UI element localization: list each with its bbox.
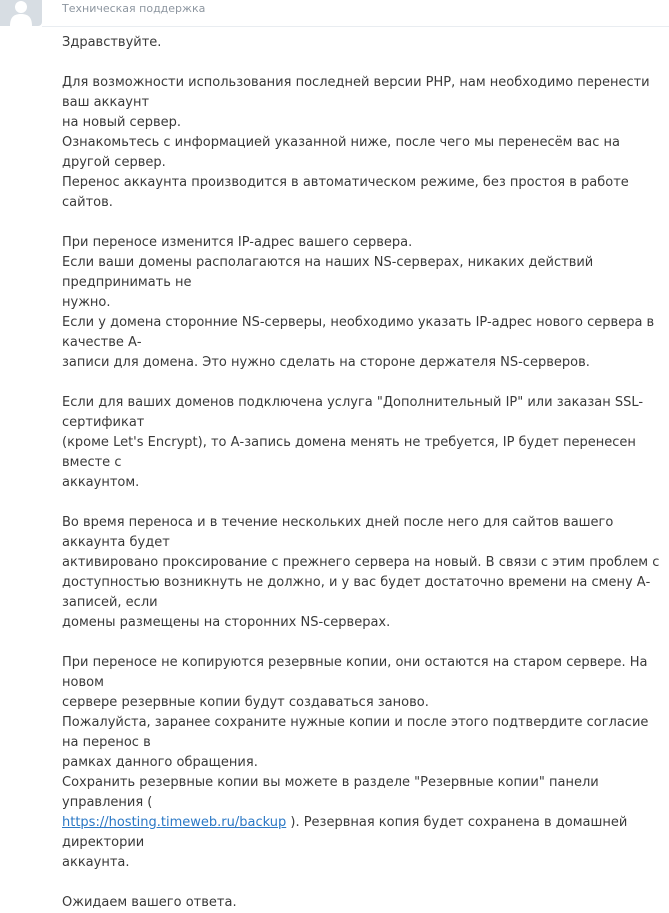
text-line: При переносе изменится IP-адрес вашего сервера.: [62, 235, 413, 250]
header-divider: [42, 26, 669, 27]
avatar: [0, 0, 42, 26]
closing: [62, 893, 662, 913]
text-line: Перенос аккаунта производится в автоматическом режиме, без простоя в работе сайтов.: [62, 175, 629, 210]
backup-link-suffix: ). Резервная копия будет сохранена в домашней директории: [62, 815, 628, 850]
text-line: Если у домена сторонние NS-серверы, необходимо указать IP-адрес нового сервера в качестве А-: [62, 315, 655, 350]
text-line: сервере резервные копии будут создаваться заново.: [62, 695, 429, 710]
text-line: При переносе не копируются резервные копии, они остаются на старом сервере. На новом: [62, 655, 648, 690]
text-line: домены размещены на сторонних NS-серверах.: [62, 615, 391, 630]
text-line: Во время переноса и в течение нескольких дней после него для сайтов вашего аккаунта будет: [62, 515, 614, 550]
text-line: Пожалуйста, заранее сохраните нужные копии и после этого подтвердите согласие на перенос в: [62, 715, 649, 750]
message-body: [62, 33, 662, 913]
paragraph-migration: [62, 73, 662, 213]
text-line: Если ваши домены располагаются на наших NS-серверах, никаких действий предпринимать не: [62, 255, 594, 290]
paragraph-dedicated-ip: [62, 393, 662, 493]
text-line: нужно.: [62, 295, 111, 310]
text-line: Для возможности использования последней версии PHP, нам необходимо перенести ваш аккаунт: [62, 75, 650, 110]
text-line: записи для домена. Это нужно сделать на стороне держателя NS-серверов.: [62, 355, 590, 370]
text-line: Если для ваших доменов подключена услуга "Дополнительный IP" или заказан SSL-сертификат: [62, 395, 644, 430]
author-name: Техническая поддержка: [62, 2, 206, 15]
user-silhouette-icon: [10, 0, 32, 26]
text-line: рамках данного обращения.: [62, 755, 258, 770]
text-line: Ознакомьтесь с информацией указанной ниже, после чего мы перенесём вас на другой сервер.: [62, 135, 620, 170]
paragraph-proxy: [62, 513, 662, 633]
text-line: Сохранить резервные копии вы можете в разделе "Резервные копии" панели управления (: [62, 775, 599, 810]
closing-text: Ожидаем вашего ответа.: [62, 895, 237, 910]
text-line: активировано проксирование с прежнего сервера на новый. В связи с этим проблем с: [62, 555, 660, 570]
greeting-text: Здравствуйте.: [62, 35, 162, 50]
text-line: на новый сервер.: [62, 115, 181, 130]
text-line: (кроме Let's Encrypt), то А-запись домена менять не требуется, IP будет перенесен вместе с: [62, 435, 636, 470]
backup-link-line: [62, 813, 662, 853]
paragraph-backups: [62, 653, 662, 873]
text-line: аккаунта.: [62, 855, 130, 870]
greeting: [62, 33, 662, 53]
text-line: аккаунтом.: [62, 475, 140, 490]
paragraph-ip-change: [62, 233, 662, 373]
backup-link[interactable]: https://hosting.timeweb.ru/backup: [62, 815, 287, 830]
text-line: доступностью возникнуть не должно, и у вас будет достаточно времени на смену А-записей, если: [62, 575, 651, 610]
